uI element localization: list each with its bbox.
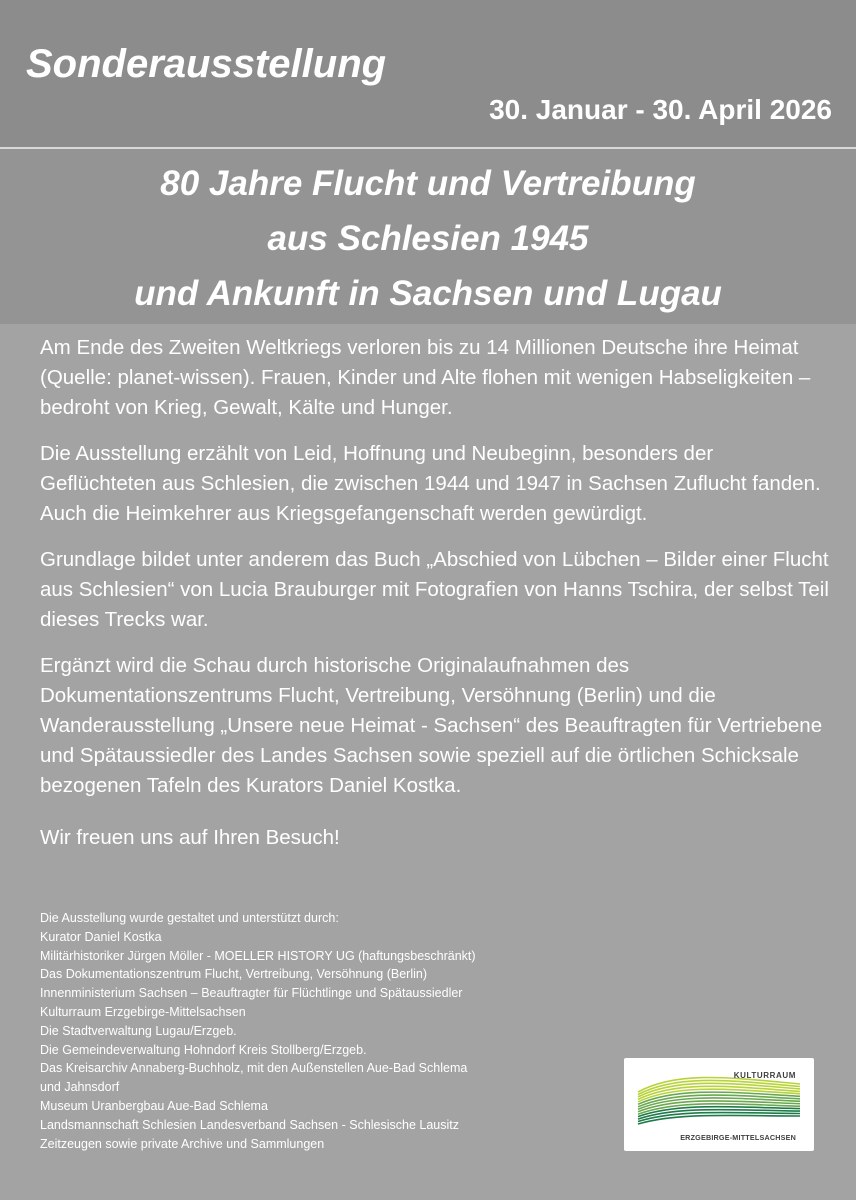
credits-line: Die Stadtverwaltung Lugau/Erzgeb. — [40, 1023, 237, 1038]
credits-line: Das Dokumentationszentrum Flucht, Vertreibung, Versöhnung (Berlin) — [40, 967, 427, 982]
credits-line: Landsmannschaft Schlesien Landesverband Sachsen - Schlesische Lausitz — [40, 1117, 460, 1132]
credits-line: Das Kreisarchiv Annaberg-Buchholz, mit den Außenstellen Aue-Bad Schlema — [40, 1061, 468, 1076]
credits-line: und Jahnsdorf — [40, 1080, 120, 1095]
body-paragraph: Ergänzt wird die Schau durch historische Originalaufnahmen des Dokumentationszentrums Flucht, Vertreibung, Versöhnung (Berlin) und die Wanderausstellung „Unsere neue Heimat - Sachsen“ des Beauftragten für Vertriebene und Spätaussiedler des Landes Sachsen sowie speziell auf die örtlichen Schicksale bezogenen Tafeln des Kurators Daniel Kostka. — [40, 654, 823, 797]
body-text — [40, 333, 830, 869]
headline — [0, 156, 856, 321]
body-paragraph: Die Ausstellung erzählt von Leid, Hoffnung und Neubeginn, besonders der Geflüchteten aus Schlesien, die zwischen 1944 und 1947 in Sachsen Zuflucht fanden. Auch die Heimkehrer aus Kriegsgefangenschaft werden gewürdigt. — [40, 442, 821, 525]
body-paragraph: Am Ende des Zweiten Weltkriegs verloren bis zu 14 Millionen Deutsche ihre Heimat (Quelle: planet-wissen). Frauen, Kinder und Alte flohen mit wenigen Habseligkeiten – bedroht von Krieg, Gewalt, Kälte und Hunger. — [40, 336, 811, 419]
headline-line: 80 Jahre Flucht und Vertreibung — [160, 164, 696, 203]
credits-line: Innenministerium Sachsen – Beauftragter für Flüchtlinge und Spätaussiedler — [40, 986, 463, 1001]
headline-line: und Ankunft in Sachsen und Lugau — [134, 274, 722, 313]
credits-line: Zeitzeugen sowie private Archive und Sammlungen — [40, 1136, 325, 1151]
credits-list — [40, 909, 610, 1153]
credits-line: Kulturraum Erzgebirge-Mittelsachsen — [40, 1004, 246, 1019]
headline-line: aus Schlesien 1945 — [267, 219, 589, 258]
body-paragraph: Grundlage bildet unter anderem das Buch „Abschied von Lübchen – Bilder einer Flucht aus Schlesien“ von Lucia Brauburger mit Fotografien von Hanns Tschira, der selbst Teil dieses Trecks war. — [40, 548, 829, 631]
logo-top-text: KULTURRAUM — [733, 1071, 796, 1080]
credits-line: Kurator Daniel Kostka — [40, 929, 162, 944]
credits-line: Die Ausstellung wurde gestaltet und unterstützt durch: — [40, 911, 339, 925]
kulturraum-logo-graphic — [624, 1058, 814, 1151]
credits-line: Museum Uranbergbau Aue-Bad Schlema — [40, 1098, 268, 1113]
greeting: Wir freuen uns auf Ihren Besuch! — [40, 826, 340, 849]
kulturraum-logo — [624, 1058, 814, 1151]
credits-line: Die Gemeindeverwaltung Hohndorf Kreis Stollberg/Erzgeb. — [40, 1042, 367, 1057]
logo-stripes — [638, 1078, 800, 1125]
exhibition-dates: 30. Januar - 30. April 2026 — [489, 94, 832, 125]
logo-bottom-text: ERZGEBIRGE-MITTELSACHSEN — [680, 1133, 796, 1142]
kicker-title: Sonderausstellung — [26, 42, 387, 86]
credits-line: Militärhistoriker Jürgen Möller - MOELLER HISTORY UG (haftungsbeschränkt) — [40, 948, 476, 963]
